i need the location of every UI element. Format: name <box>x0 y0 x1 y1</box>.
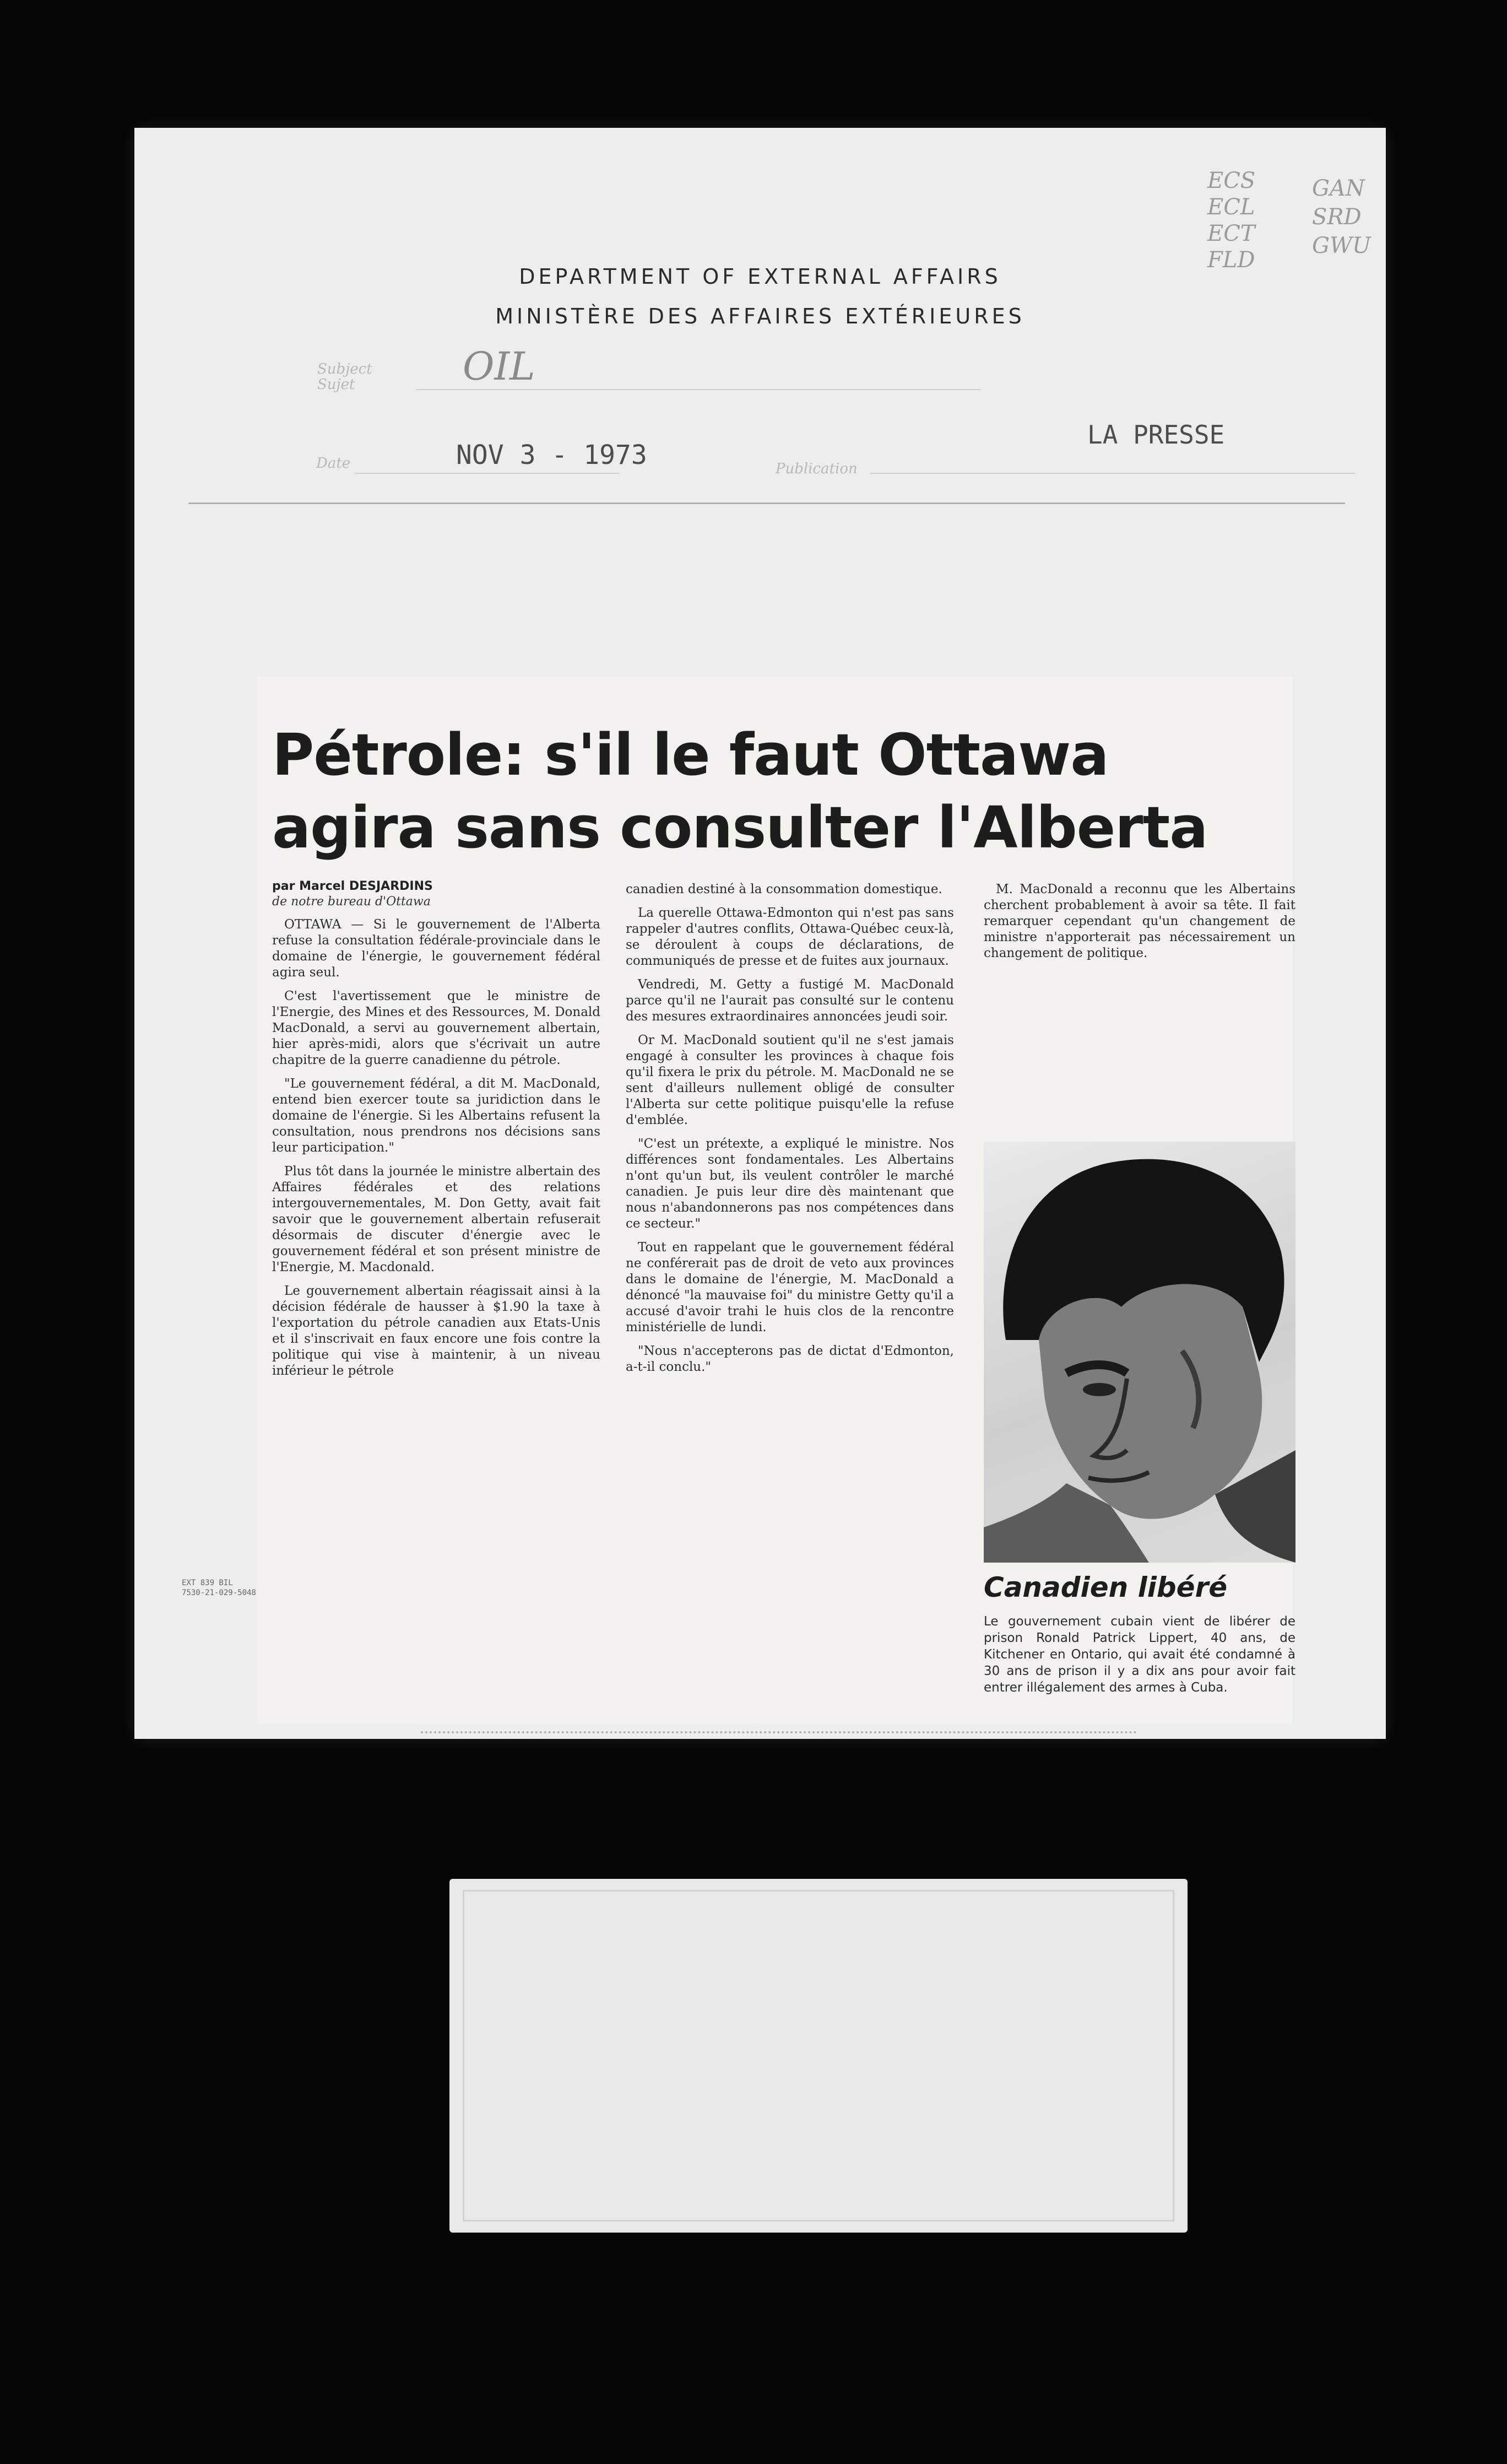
article-column-3 <box>984 882 1295 969</box>
paragraph: Plus tôt dans la journée le ministre albertain des Affaires fédérales et des relations intergouvernementales, M. Don Getty, avait fait savoir que le gouvernement albertain refuserait désormais de discuter d'énergie avec le gouvernement fédéral et son présent ministre de l'Energie, M. Macdonald. <box>272 1164 600 1274</box>
department-heading-fr: MINISTÈRE DES AFFAIRES EXTÉRIEURES <box>495 304 1025 328</box>
paragraph: C'est l'avertissement que le ministre de l'Energie, des Mines et des Ressources, M. Donald MacDonald, a servi au gouvernement albertain, hier après-midi, alors que s'écrivait un autre chapitre de la guerre canadienne du pétrole. <box>272 989 600 1067</box>
date-stamp: NOV 3 - 1973 <box>456 440 647 471</box>
paragraph: OTTAWA — Si le gouvernement de l'Alberta refuse la consultation fédérale-provinciale dans le domaine de l'énergie, le gouvernement fédéral agira seul. <box>272 917 600 980</box>
article-byline: par Marcel DESJARDINS <box>272 879 433 893</box>
header-divider <box>188 502 1345 504</box>
department-heading-en: DEPARTMENT OF EXTERNAL AFFAIRS <box>519 264 1001 289</box>
article-bureau: de notre bureau d'Ottawa <box>272 895 431 909</box>
routing-initials-col2: GAN SRD GWU <box>1312 176 1371 258</box>
envelope-inner-border <box>463 1890 1174 2222</box>
clipping-sheet <box>134 128 1386 1739</box>
photo-caption: Le gouvernement cubain vient de libérer de prison Ronald Patrick Lippert, 40 ans, de Kitchener en Ontario, qui avait été condamné à 30 ans de prison il y a dix ans pour avoir fait entrer illégalement des armes à Cuba. <box>984 1614 1295 1695</box>
paragraph: "Nous n'accepterons pas de dictat d'Edmonton, a-t-il conclu." <box>626 1344 954 1374</box>
publication-label: Publication <box>776 461 858 477</box>
newspaper-clipping <box>257 677 1295 1723</box>
paragraph: Vendredi, M. Getty a fustigé M. MacDonald parce qu'il ne l'aurait pas consulté sur le contenu des mesures extraordinaires annoncées jeudi soir. <box>626 977 954 1024</box>
photo-caption-title: Canadien libéré <box>984 1571 1228 1603</box>
date-line <box>355 473 619 474</box>
paragraph: La querelle Ottawa-Edmonton qui n'est pas sans rappeler d'autres conflits, Ottawa-Québec ceux-là, se déroulent à coups de déclarations, de communiqués de presse et de fuites aux journaux. <box>626 906 954 968</box>
portrait-image <box>984 1142 1295 1563</box>
form-code: EXT 839 BIL 7530-21-029-5048 <box>182 1579 256 1597</box>
date-label: Date <box>316 455 351 472</box>
subject-value: OIL <box>463 344 535 389</box>
subject-line <box>416 389 980 390</box>
publication-stamp: LA PRESSE <box>1087 420 1225 450</box>
paragraph: M. MacDonald a reconnu que les Albertains cherchent probablement à avoir sa tête. Il fait remarquer cependant qu'un changement de ministre n'apporterait pas nécessairement un changement de politique. <box>984 882 1295 960</box>
paragraph: Le gouvernement albertain réagissait ainsi à la décision fédérale de hausser à $1.90 la taxe à l'exportation du pétrole canadien aux Etats-Unis et il s'inscrivait en faux encore une fois contre la politique qui vise à maintenir, à un niveau inférieur le pétrole <box>272 1284 600 1378</box>
paragraph: Tout en rappelant que le gouvernement fédéral ne conférerait pas de droit de veto aux provinces dans le domaine de l'énergie, M. MacDonald a dénoncé "la mauvaise foi" du ministre Getty qu'il a accusé d'avoir trahi le huis clos de la rencontre ministérielle de lundi. <box>626 1240 954 1334</box>
dotted-divider <box>421 1731 1137 1733</box>
paragraph: canadien destiné à la consommation domestique. <box>626 882 942 896</box>
routing-initials-col1: ECS ECL ECT FLD <box>1207 168 1256 273</box>
envelope-backing <box>449 1879 1188 2233</box>
article-column-1 <box>272 917 600 1387</box>
portrait-photo <box>984 1142 1295 1563</box>
article-headline: Pétrole: s'il le faut Ottawa agira sans consulter l'Alberta <box>272 721 1208 861</box>
paragraph: "C'est un prétexte, a expliqué le ministre. Nos différences sont fondamentales. Les Albertains n'ont qu'un but, ils veulent contrôler le marché canadien. Je puis leur dire dès maintenant que nous n'abandonnerons pas nos compétences dans ce secteur." <box>626 1137 954 1231</box>
article-column-2 <box>626 882 954 1383</box>
paragraph: Or M. MacDonald soutient qu'il ne s'est jamais engagé à consulter les provinces à chaque fois qu'il fixera le prix du pétrole. M. MacDonald ne se sent d'ailleurs nullement obligé de consulter l'Alberta sur cette politique puisqu'elle la refuse d'emblée. <box>626 1033 954 1127</box>
paragraph: "Le gouvernement fédéral, a dit M. MacDonald, entend bien exercer toute sa juridiction dans le domaine de l'énergie. Si les Albertains refusent la consultation, nous prendrons nos décisions sans leur participation." <box>272 1077 600 1155</box>
subject-label: Subject Sujet <box>317 361 372 393</box>
publication-line <box>870 473 1355 474</box>
